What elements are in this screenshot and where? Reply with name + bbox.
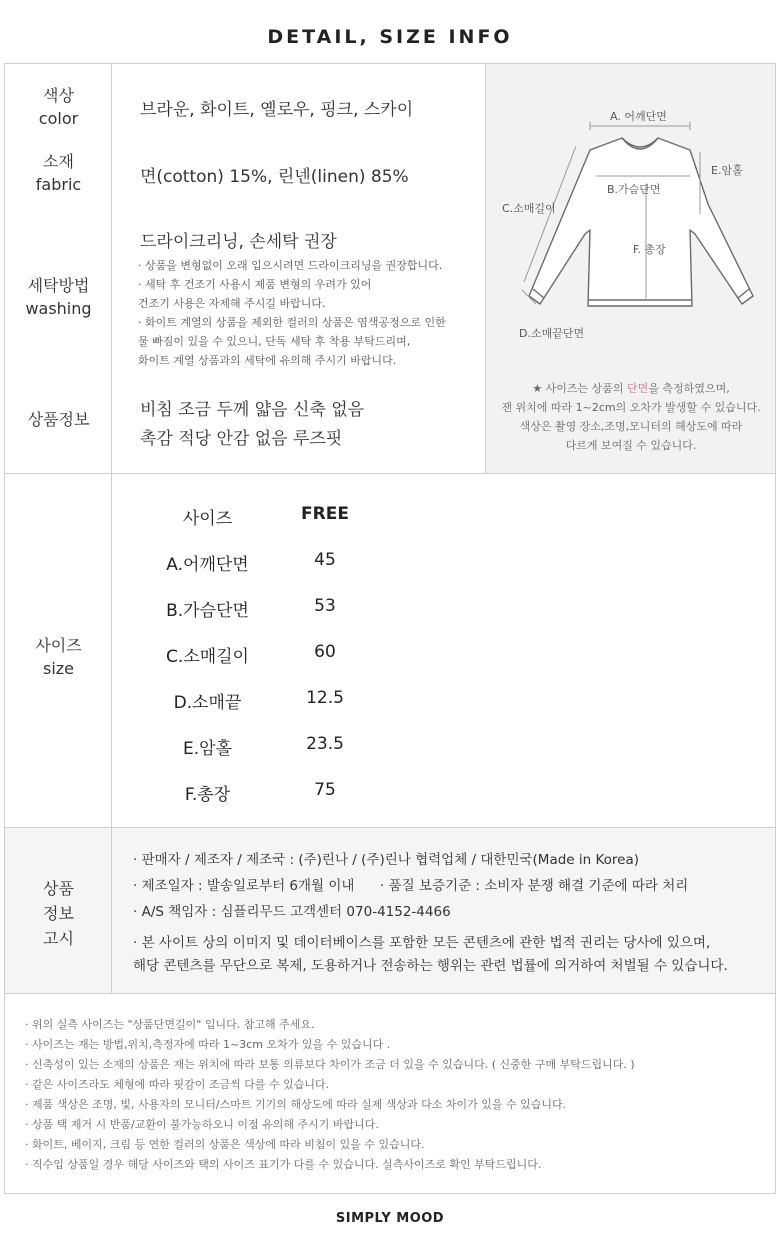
color-value: 브라운, 화이트, 옐로우, 핑크, 스카이	[140, 100, 414, 120]
size-row-value: 53	[314, 596, 336, 616]
diagram-label-b: B.가슴단면	[607, 183, 661, 196]
detail-label-column	[5, 64, 112, 473]
diagram-note-line: 색상은 촬영 장소,조명,모니터의 해상도에 따라	[519, 420, 743, 433]
color-label	[5, 84, 112, 130]
size-row-value: 12.5	[306, 688, 344, 708]
washing-note: · 세탁 후 건조기 사용시 제품 변형의 우려가 있어	[138, 278, 372, 291]
notice-item: · 사이즈는 재는 방법,위치,측정자에 따라 1~3cm 오차가 있을 수 있습니다 .	[25, 1038, 391, 1051]
size-row-name: A.어깨단면	[166, 555, 249, 575]
size-header-name: 사이즈	[182, 509, 233, 529]
size-label-column	[5, 474, 112, 827]
quality-standard: · 품질 보증기준 : 소비자 분쟁 해결 기준에 따라 처리	[380, 878, 689, 894]
notice-item: · 위의 실측 사이즈는 "상품단면길이" 입니다. 참고해 주세요.	[25, 1018, 315, 1031]
fabric-label-en: fabric	[35, 175, 82, 194]
notice-item: · 제품 색상은 조명, 빛, 사용자의 모니터/스마트 기기의 해상도에 따라 실제 색상과 다소 차이가 있을 수 있습니다.	[25, 1098, 567, 1111]
washing-note: 건조기 사용은 자제해 주시길 바랍니다.	[138, 297, 326, 310]
seller-info: · 판매자 / 제조자 / 제조국 : (주)린나 / (주)린나 협력업체 / 대한민국(Made in Korea)	[133, 852, 640, 868]
diagram-label-e: E.암홀	[711, 164, 743, 177]
note-rest: 을 측정하였으며,	[648, 382, 730, 395]
product-info-label: 상품정보	[27, 410, 90, 429]
size-diagram-panel	[485, 64, 775, 473]
color-label-en: color	[38, 109, 79, 128]
size-header-row	[140, 504, 440, 534]
size-row-name: D.소매끝	[173, 693, 242, 713]
washing-value: 드라이크리닝, 손세탁 권장	[140, 232, 337, 252]
rights-notice: · 본 사이트 상의 이미지 및 데이터베이스를 포함한 모든 콘텐츠에 관한 법적 권리는 당사에 있으며,	[133, 935, 711, 951]
size-row	[140, 734, 440, 764]
washing-note: · 상품을 변형없이 오래 입으시려면 드라이크리닝을 권장합니다.	[138, 259, 443, 272]
notice-label-line: 상품	[43, 879, 74, 898]
size-row-name: C.소매길이	[166, 647, 249, 667]
notice-item: · 신축성이 있는 소재의 상품은 재는 위치에 따라 보통 의류보다 차이가 조금 더 있을 수 있습니다. ( 신중한 구매 부탁드립니다. )	[25, 1058, 635, 1071]
size-row-name: E.암홀	[183, 739, 232, 759]
size-row-name: F.총장	[184, 785, 231, 805]
notice-label	[5, 876, 112, 951]
detail-section	[5, 64, 775, 474]
notice-label-line: 정보	[43, 904, 74, 923]
washing-label	[5, 274, 112, 320]
size-row	[140, 550, 440, 580]
notice-item: · 화이트, 베이지, 크림 등 연한 컬러의 상품은 색상에 따라 비침이 있을 수 있습니다.	[25, 1138, 425, 1151]
size-row	[140, 688, 440, 718]
washing-note: 화이트 계열 상품과의 세탁에 유의해 주시기 바랍니다.	[138, 354, 397, 367]
size-row-value: 60	[314, 642, 336, 662]
diagram-note-line: 다르게 보여질 수 있습니다.	[565, 439, 697, 452]
diagram-label-d: D.소매끝단면	[519, 327, 585, 340]
color-label-ko: 색상	[43, 86, 74, 105]
washing-label-ko: 세탁방법	[27, 276, 90, 295]
notice-label-column	[5, 828, 112, 993]
diagram-note-line	[486, 379, 776, 398]
diagram-label-f: F. 총장	[633, 243, 666, 256]
notice-label-line: 고시	[43, 929, 74, 948]
size-row-value: 23.5	[306, 734, 344, 754]
size-row	[140, 642, 440, 672]
notice-item: · 상품 택 제거 시 반품/교환이 불가능하오니 이점 유의해 주시기 바랍니다.	[25, 1118, 379, 1131]
size-header-value: FREE	[301, 504, 349, 524]
size-row	[140, 780, 440, 810]
size-row-name: B.가슴단면	[166, 601, 249, 621]
page-title: DETAIL, SIZE INFO	[267, 26, 513, 48]
size-row	[140, 596, 440, 626]
notice-item: · 같은 사이즈라도 체형에 따라 핏감이 조금씩 다를 수 있습니다.	[25, 1078, 330, 1091]
size-row-value: 75	[314, 780, 336, 800]
product-info-line2: 촉감 적당 안감 없음 루즈핏	[140, 429, 343, 449]
general-notices	[5, 994, 775, 1194]
size-label	[5, 634, 112, 680]
size-section	[5, 474, 775, 828]
brand-name: SIMPLY MOOD	[335, 1211, 445, 1226]
detail-table	[4, 63, 776, 1194]
note-star-text: ★ 사이즈는 상품의	[532, 382, 628, 395]
fabric-label	[5, 150, 112, 196]
rights-notice: 해당 콘텐츠를 무단으로 복제, 도용하거나 전송하는 행위는 관련 법률에 의거하여 처벌될 수 있습니다.	[133, 958, 728, 974]
product-notice-section	[5, 828, 775, 994]
as-contact: · A/S 책임자 : 심플리무드 고객센터 070-4152-4466	[133, 904, 451, 920]
size-row-value: 45	[314, 550, 336, 570]
fabric-value: 면(cotton) 15%, 린넨(linen) 85%	[140, 167, 409, 187]
product-info-line1: 비침 조금 두께 얇음 신축 없음	[140, 400, 365, 420]
note-highlight: 단면	[627, 382, 649, 395]
washing-note: 물 빠짐이 있을 수 있으니, 단독 세탁 후 착용 부탁드리며,	[138, 335, 411, 348]
size-label-ko: 사이즈	[35, 636, 82, 655]
diagram-note-line: 잰 위치에 따라 1~2cm의 오차가 발생할 수 있습니다.	[501, 401, 761, 414]
manufacture-date: · 제조일자 : 발송일로부터 6개월 이내	[133, 878, 355, 894]
diagram-label-a: A. 어깨단면	[610, 110, 667, 123]
washing-label-en: washing	[25, 299, 92, 318]
fabric-label-ko: 소재	[43, 152, 74, 171]
notice-item: · 직수입 상품일 경우 해당 사이즈와 택의 사이즈 표기가 다를 수 있습니다. 실측사이즈로 확인 부탁드립니다.	[25, 1158, 542, 1171]
washing-note: · 화이트 계열의 상품을 제외한 컬러의 상품은 염색공정으로 인한	[138, 316, 446, 329]
size-label-en: size	[42, 659, 75, 678]
diagram-note	[486, 379, 776, 455]
diagram-label-c: C.소매길이	[502, 202, 556, 215]
